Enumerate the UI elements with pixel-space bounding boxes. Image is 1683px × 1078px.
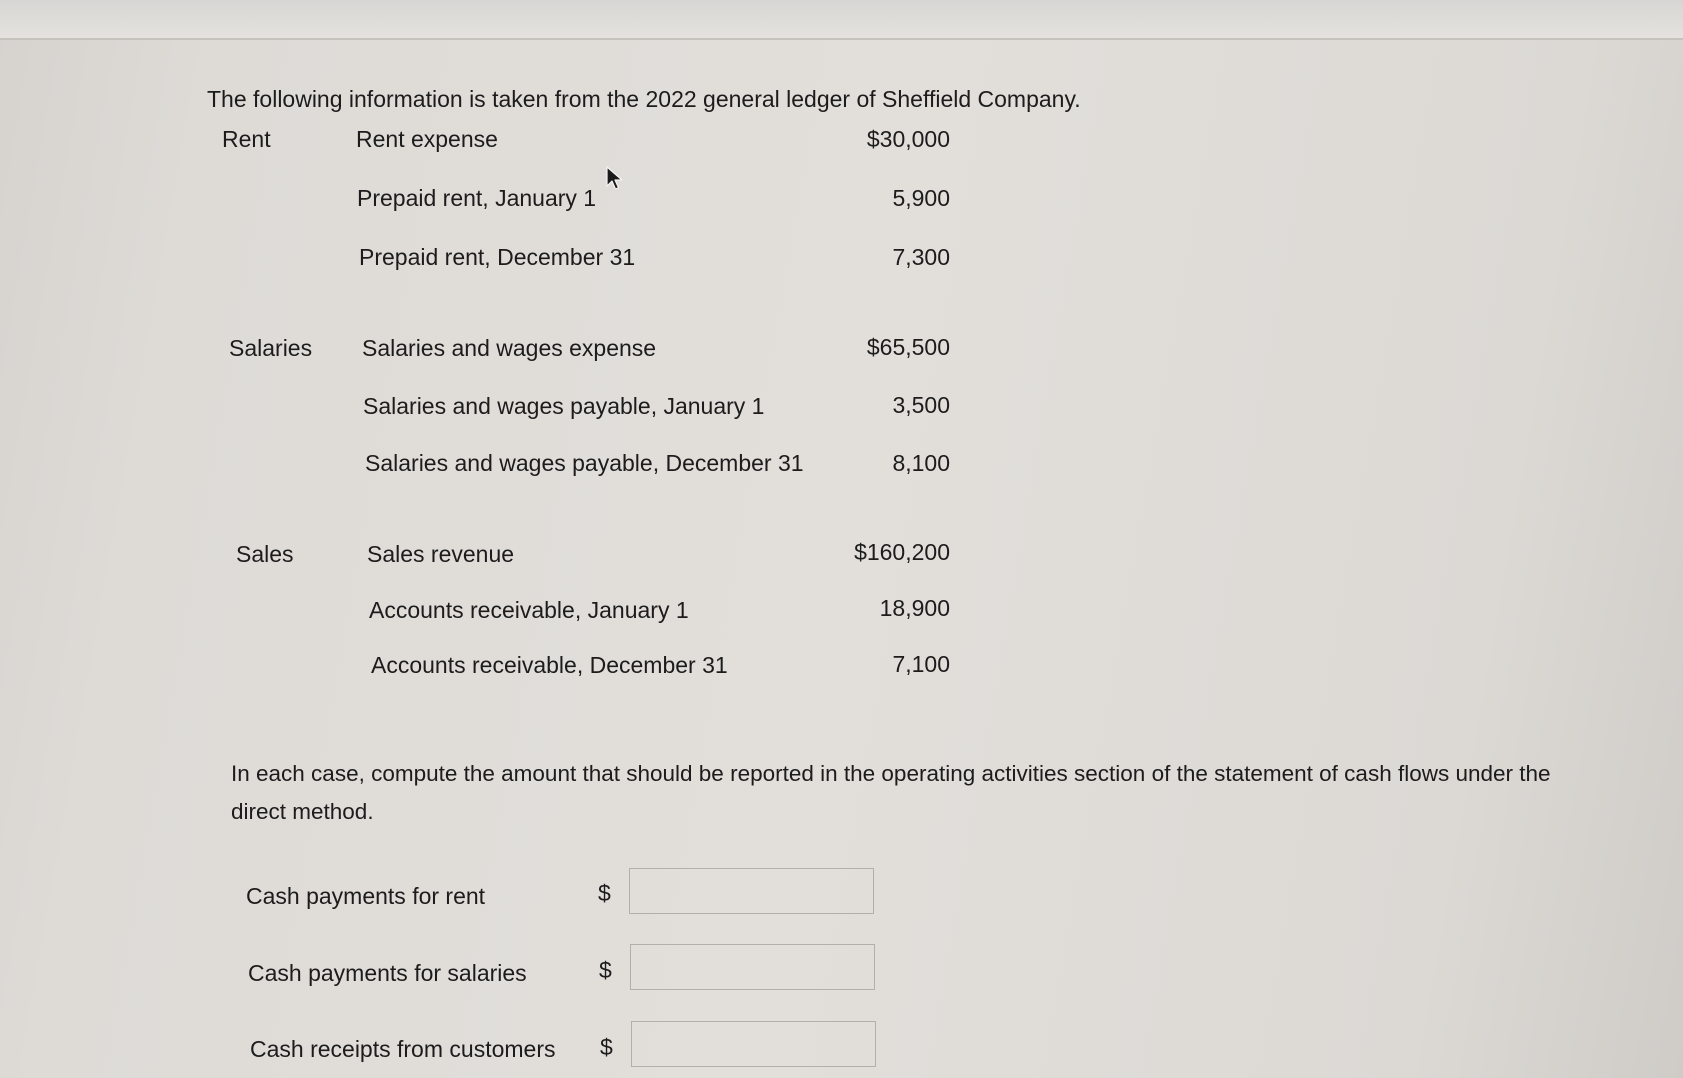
dollar-sign: $ [600, 1034, 613, 1060]
answer-label-salaries: Cash payments for salaries [248, 960, 527, 986]
ledger-row-amount: 8,100 [892, 450, 950, 476]
ledger-row-label: Prepaid rent, January 1 [357, 185, 597, 211]
question-panel [0, 40, 1683, 1078]
ledger-row-label: Prepaid rent, December 31 [359, 244, 636, 270]
ledger-row-label: Accounts receivable, January 1 [369, 597, 689, 623]
answer-label-rent: Cash payments for rent [246, 883, 486, 909]
ledger-row-amount: 7,300 [892, 244, 950, 270]
cash-payments-salaries-input[interactable] [630, 944, 875, 990]
ledger-row-label: Rent expense [356, 126, 498, 152]
ledger-row-amount: 3,500 [892, 392, 950, 418]
cash-receipts-customers-input[interactable] [631, 1021, 876, 1067]
ledger-row-label: Sales revenue [367, 541, 515, 567]
ledger-row-amount: 7,100 [892, 651, 950, 677]
ledger-row-amount: 5,900 [892, 185, 950, 211]
question-text: In each case, compute the amount that should be reported in the operating activities section of the statement of cash flows under the direct method. [231, 761, 1551, 824]
answer-label-customers: Cash receipts from customers [250, 1036, 556, 1062]
ledger-row-label: Salaries and wages payable, December 31 [365, 450, 804, 476]
top-edge-bar [0, 0, 1683, 40]
dollar-sign: $ [599, 957, 612, 983]
ledger-row-label: Salaries and wages expense [362, 335, 657, 361]
category-sales-label: Sales [236, 541, 294, 567]
dollar-sign: $ [598, 880, 611, 906]
ledger-row-amount: $65,500 [866, 334, 950, 360]
ledger-row-amount: 18,900 [879, 595, 950, 621]
intro-text: The following information is taken from the 2022 general ledger of Sheffield Company. [207, 86, 1081, 112]
cash-payments-rent-input[interactable] [629, 868, 874, 914]
category-salaries-label: Salaries [229, 335, 313, 361]
category-rent-label: Rent [222, 126, 271, 152]
mouse-pointer-icon [606, 166, 624, 192]
ledger-row-amount: $30,000 [866, 126, 950, 152]
ledger-row-label: Salaries and wages payable, January 1 [363, 393, 765, 419]
ledger-row-label: Accounts receivable, December 31 [371, 652, 728, 678]
ledger-row-amount: $160,200 [854, 539, 950, 565]
